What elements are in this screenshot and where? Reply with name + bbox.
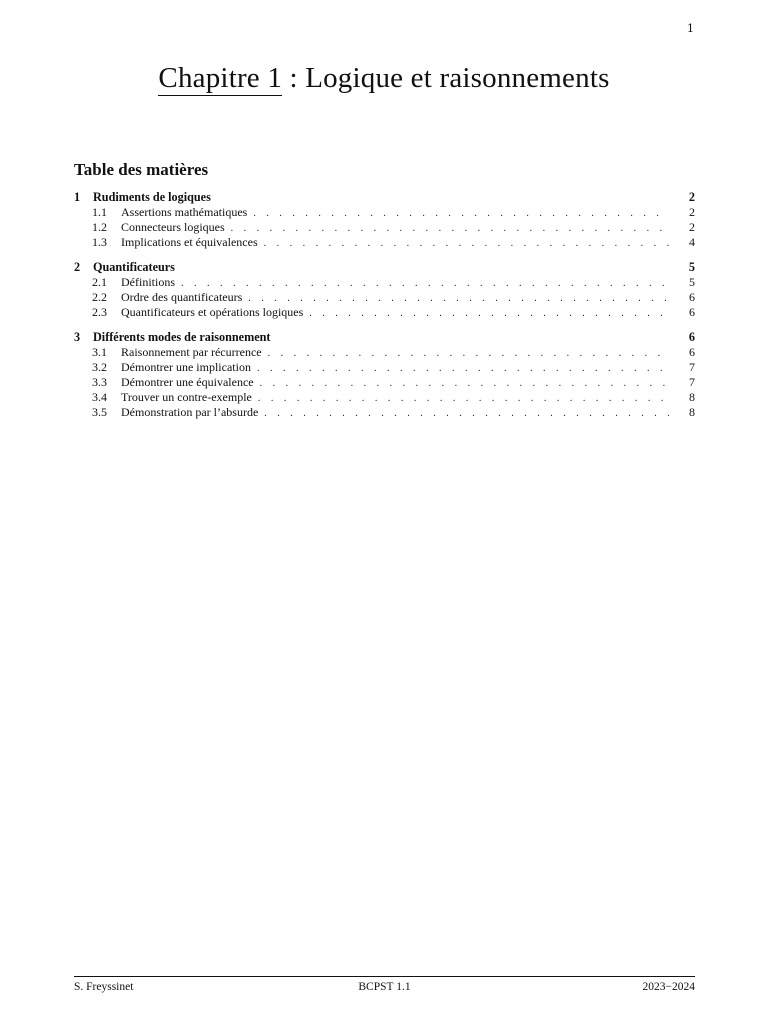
toc-subsection-page: 2 (689, 220, 695, 234)
toc-subsection-row[interactable] (74, 220, 695, 235)
toc-section-title: Quantificateurs (93, 260, 175, 274)
page-number: 1 (687, 22, 694, 35)
toc-subsection-title: Implications et équivalences (121, 235, 258, 249)
toc-subsection-title: Quantificateurs et opérations logiques (121, 305, 304, 319)
toc-section (74, 190, 695, 250)
toc-section-page: 6 (688, 330, 695, 344)
toc-subsection-page: 8 (689, 390, 695, 404)
footer-class: BCPST 1.1 (358, 981, 411, 993)
toc-dot-leader (248, 291, 669, 306)
toc-dot-leader (264, 236, 669, 251)
toc-subsection-number: 3.5 (92, 405, 107, 419)
page-title (158, 62, 609, 95)
table-of-contents (74, 190, 695, 430)
toc-subsection-title: Raisonnement par récurrence (121, 345, 262, 359)
toc-subsection-row[interactable] (74, 375, 695, 390)
toc-subsection-row[interactable] (74, 305, 695, 320)
toc-subsection-page: 5 (689, 275, 695, 289)
toc-subsection-number: 2.2 (92, 290, 107, 304)
toc-subsection-page: 6 (689, 345, 695, 359)
footer-year: 2023−2024 (642, 981, 695, 993)
footer-rule (74, 976, 695, 977)
toc-dot-leader (253, 206, 669, 221)
toc-subsection-number: 1.1 (92, 205, 107, 219)
toc-section-number: 1 (74, 190, 81, 204)
toc-subsection-title: Démonstration par l’absurde (121, 405, 259, 419)
toc-subsection-number: 3.2 (92, 360, 107, 374)
toc-subsection-row[interactable] (74, 205, 695, 220)
toc-subsection-title: Connecteurs logiques (121, 220, 225, 234)
toc-subsection-number: 1.3 (92, 235, 107, 249)
toc-subsection-row[interactable] (74, 360, 695, 375)
toc-section-page: 2 (688, 190, 695, 204)
toc-dot-leader (309, 306, 669, 321)
toc-dot-leader (268, 346, 669, 361)
toc-section-row[interactable] (74, 190, 695, 205)
toc-section-row[interactable] (74, 260, 695, 275)
toc-dot-leader (258, 391, 669, 406)
toc-dot-leader (257, 361, 669, 376)
toc-subsection-title: Démontrer une implication (121, 360, 251, 374)
toc-subsection-title: Ordre des quantificateurs (121, 290, 243, 304)
toc-subsection-page: 7 (689, 360, 695, 374)
toc-subsection-row[interactable] (74, 275, 695, 290)
toc-section (74, 330, 695, 420)
chapter-title: : Logique et raisonnements (282, 62, 610, 94)
toc-subsection-page: 7 (689, 375, 695, 389)
toc-subsection-page: 4 (689, 235, 695, 249)
toc-subsection-number: 2.3 (92, 305, 107, 319)
toc-subsection-title: Démontrer une équivalence (121, 375, 254, 389)
toc-section-number: 3 (74, 330, 81, 344)
toc-subsection-number: 2.1 (92, 275, 107, 289)
toc-section-title: Rudiments de logiques (93, 190, 211, 204)
title-block (0, 62, 768, 95)
toc-subsection-page: 2 (689, 205, 695, 219)
toc-dot-leader (264, 406, 669, 421)
toc-dot-leader (231, 221, 669, 236)
toc-subsection-number: 1.2 (92, 220, 107, 234)
toc-section (74, 260, 695, 320)
toc-dot-leader (181, 276, 669, 291)
toc-subsection-row[interactable] (74, 345, 695, 360)
toc-subsection-page: 6 (689, 305, 695, 319)
toc-dot-leader (260, 376, 669, 391)
toc-subsection-number: 3.4 (92, 390, 107, 404)
toc-subsection-page: 6 (689, 290, 695, 304)
toc-subsection-row[interactable] (74, 390, 695, 405)
footer-author: S. Freyssinet (74, 981, 134, 993)
toc-heading: Table des matières (74, 160, 209, 179)
toc-section-page: 5 (688, 260, 695, 274)
toc-section-row[interactable] (74, 330, 695, 345)
chapter-label: Chapitre 1 (158, 62, 283, 94)
toc-subsection-title: Trouver un contre-exemple (121, 390, 252, 404)
toc-subsection-row[interactable] (74, 290, 695, 305)
toc-section-number: 2 (74, 260, 81, 274)
toc-subsection-number: 3.1 (92, 345, 107, 359)
toc-subsection-row[interactable] (74, 405, 695, 420)
toc-subsection-title: Assertions mathématiques (121, 205, 248, 219)
toc-section-title: Différents modes de raisonnement (93, 330, 271, 344)
toc-subsection-number: 3.3 (92, 375, 107, 389)
toc-subsection-title: Définitions (121, 275, 175, 289)
toc-subsection-page: 8 (689, 405, 695, 419)
toc-subsection-row[interactable] (74, 235, 695, 250)
